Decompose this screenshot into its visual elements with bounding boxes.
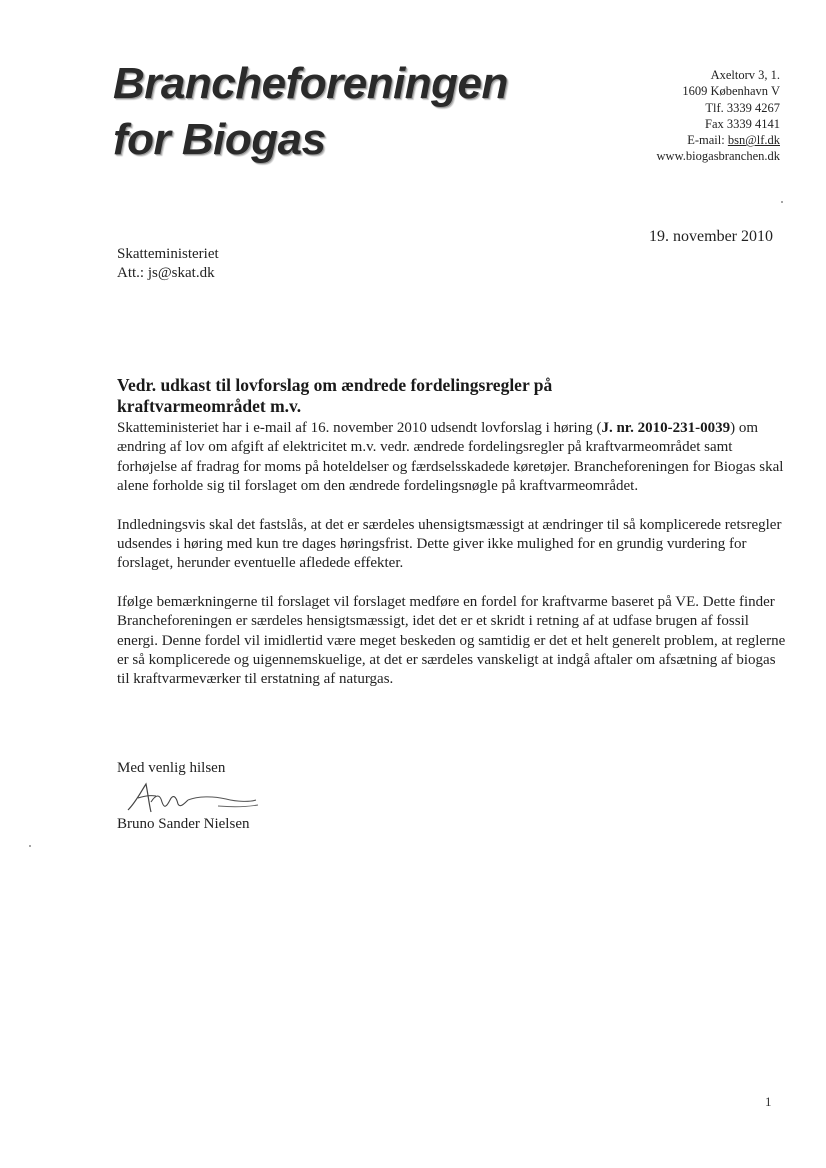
paragraph-1-start: Skatteministeriet har i e-mail af 16. november 2010 udsendt lovforslag i høring ( <box>117 420 602 436</box>
organization-logo <box>113 56 508 168</box>
logo-line-1: Brancheforeningen <box>113 59 508 108</box>
paragraph-1 <box>117 419 789 497</box>
paragraph-2: Indledningsvis skal det fastslås, at det er særdeles uhensigtsmæssigt at ændringer til så komplicerede retsregler udsendes i høring med kun tre dages høringsfrist. Dette giver ikke mulighed for en grundig vurdering for forslaget, herunder eventuelle afledede effekter. <box>117 516 782 572</box>
handwritten-signature <box>118 780 268 820</box>
page-number: 1 <box>765 1094 772 1109</box>
recipient-name: Skatteministeriet <box>117 246 219 262</box>
letter-subject: Vedr. udkast til lovforslag om ændrede fordelingsregler på kraftvarmeområdet m.v. <box>117 375 553 416</box>
logo-line-2: for Biogas <box>113 115 326 164</box>
email-link[interactable]: bsn@lf.dk <box>727 133 780 148</box>
scan-speck <box>29 845 31 847</box>
paragraph-1-end: ) om ændring af lov om afgift af elektricitet m.v. vedr. ændrede fordelingsregler på kraftvarmeområdet samt forhøjelse af fradrag for moms på hoteldelser og færdselsskadede køretøjer. Brancheforeningen for Biogas skal alene forholde sig til forslaget om den ændrede fordelingsnøgle på kraftvarmeområdet. <box>117 420 784 495</box>
phone-number: Tlf. 3339 4267 <box>705 100 780 115</box>
contact-block <box>657 67 780 165</box>
address-line-2: 1609 København V <box>682 84 780 99</box>
closing-greeting: Med venlig hilsen <box>117 760 226 776</box>
fax-number: Fax 3339 4141 <box>705 116 780 131</box>
journal-reference: J. nr. 2010-231-0039 <box>601 420 731 436</box>
address-line-1: Axeltorv 3, 1. <box>710 68 780 82</box>
email-label: E-mail: <box>687 133 728 148</box>
website-link[interactable]: www.biogasbranchen.dk <box>656 149 780 164</box>
scan-speck <box>781 201 783 203</box>
signer-name: Bruno Sander Nielsen <box>117 816 250 832</box>
paragraph-3: Ifølge bemærkningerne til forslaget vil forslaget medføre en fordel for kraftvarme baseret på VE. Dette finder Brancheforeningen er særdeles hensigtsmæssigt, idet det er et skridt i retning af at udfase brugen af fossil energi. Denne fordel vil imidlertid være meget beskeden og samtidig er det et helt generelt problem, at reglerne er så komplicerede og uigennemskuelige, at det er særdeles vanskeligt at indgå aftaler om afsætning af biogas til kraftvarmeværker til erstatning af naturgas. <box>117 593 786 688</box>
letter-date: 19. november 2010 <box>649 228 773 245</box>
recipient-block <box>117 245 219 283</box>
email-line <box>657 132 780 148</box>
letter-body <box>117 419 789 709</box>
recipient-attention: Att.: js@skat.dk <box>117 265 215 281</box>
